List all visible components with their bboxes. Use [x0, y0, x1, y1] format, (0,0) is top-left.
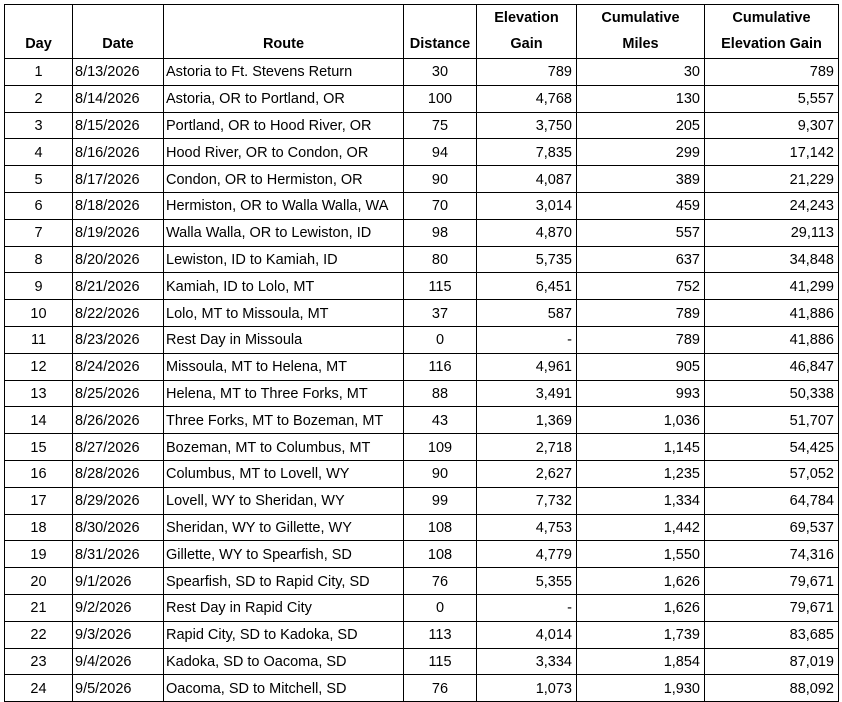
cell-elevation-gain[interactable]: 3,491	[477, 380, 577, 407]
cell-cumulative-miles[interactable]: 1,334	[577, 487, 705, 514]
cell-route[interactable]: Hermiston, OR to Walla Walla, WA	[164, 192, 404, 219]
cell-cumulative-elevation-gain[interactable]: 29,113	[705, 219, 839, 246]
cell-elevation-gain[interactable]: 7,732	[477, 487, 577, 514]
cell-date[interactable]: 8/19/2026	[73, 219, 164, 246]
cell-route[interactable]: Helena, MT to Three Forks, MT	[164, 380, 404, 407]
cell-date[interactable]: 9/2/2026	[73, 594, 164, 621]
cell-route[interactable]: Missoula, MT to Helena, MT	[164, 353, 404, 380]
cell-day[interactable]: 22	[5, 621, 73, 648]
cell-day[interactable]: 7	[5, 219, 73, 246]
cell-date[interactable]: 8/25/2026	[73, 380, 164, 407]
cell-elevation-gain[interactable]: 4,087	[477, 166, 577, 193]
cell-date[interactable]: 8/21/2026	[73, 273, 164, 300]
table-row	[5, 166, 839, 193]
cell-distance[interactable]: 99	[404, 487, 477, 514]
cell-cumulative-elevation-gain[interactable]: 88,092	[705, 675, 839, 702]
cell-cumulative-elevation-gain[interactable]: 17,142	[705, 139, 839, 166]
cell-elevation-gain[interactable]: 3,750	[477, 112, 577, 139]
header-row	[5, 5, 839, 59]
cell-cumulative-miles[interactable]: 1,739	[577, 621, 705, 648]
cell-cumulative-miles[interactable]: 459	[577, 192, 705, 219]
cell-day[interactable]: 5	[5, 166, 73, 193]
cell-distance[interactable]: 43	[404, 407, 477, 434]
cell-route[interactable]: Lovell, WY to Sheridan, WY	[164, 487, 404, 514]
cell-day[interactable]: 21	[5, 594, 73, 621]
cell-day[interactable]: 20	[5, 568, 73, 595]
cell-elevation-gain[interactable]: 5,735	[477, 246, 577, 273]
cell-distance[interactable]: 98	[404, 219, 477, 246]
cell-route[interactable]: Rest Day in Rapid City	[164, 594, 404, 621]
cell-cumulative-elevation-gain[interactable]: 5,557	[705, 85, 839, 112]
cell-cumulative-elevation-gain[interactable]: 789	[705, 59, 839, 86]
cell-distance[interactable]: 116	[404, 353, 477, 380]
table-row	[5, 514, 839, 541]
cell-cumulative-elevation-gain[interactable]: 74,316	[705, 541, 839, 568]
header-cumulative-miles-line2: Miles	[622, 36, 659, 52]
cell-cumulative-elevation-gain[interactable]: 87,019	[705, 648, 839, 675]
cell-cumulative-elevation-gain[interactable]: 79,671	[705, 594, 839, 621]
cell-day[interactable]: 16	[5, 460, 73, 487]
cell-distance[interactable]: 100	[404, 85, 477, 112]
cell-date[interactable]: 8/16/2026	[73, 139, 164, 166]
cell-route[interactable]: Kadoka, SD to Oacoma, SD	[164, 648, 404, 675]
cell-cumulative-elevation-gain[interactable]: 24,243	[705, 192, 839, 219]
cell-day[interactable]: 18	[5, 514, 73, 541]
cell-cumulative-elevation-gain[interactable]: 51,707	[705, 407, 839, 434]
cell-cumulative-miles[interactable]: 205	[577, 112, 705, 139]
table-row	[5, 407, 839, 434]
cell-date[interactable]: 8/27/2026	[73, 434, 164, 461]
cell-distance[interactable]: 80	[404, 246, 477, 273]
cell-day[interactable]: 12	[5, 353, 73, 380]
header-cumulative-elevation-line2: Elevation Gain	[721, 36, 822, 52]
cell-date[interactable]: 8/22/2026	[73, 300, 164, 327]
cell-cumulative-elevation-gain[interactable]: 83,685	[705, 621, 839, 648]
cell-route[interactable]: Astoria to Ft. Stevens Return	[164, 59, 404, 86]
cell-cumulative-miles[interactable]: 1,626	[577, 568, 705, 595]
cell-cumulative-elevation-gain[interactable]: 46,847	[705, 353, 839, 380]
cell-day[interactable]: 8	[5, 246, 73, 273]
cell-date[interactable]: 9/3/2026	[73, 621, 164, 648]
cell-distance[interactable]: 37	[404, 300, 477, 327]
header-elevation-gain-line2: Gain	[510, 36, 543, 52]
cell-elevation-gain[interactable]: 3,334	[477, 648, 577, 675]
cell-day[interactable]: 15	[5, 434, 73, 461]
cell-route[interactable]: Gillette, WY to Spearfish, SD	[164, 541, 404, 568]
cell-cumulative-miles[interactable]: 389	[577, 166, 705, 193]
cell-cumulative-miles[interactable]: 637	[577, 246, 705, 273]
table-row	[5, 192, 839, 219]
cell-day[interactable]: 19	[5, 541, 73, 568]
table-row	[5, 219, 839, 246]
header-cumulative-miles-line1: Cumulative	[601, 10, 680, 26]
cell-cumulative-miles[interactable]: 1,930	[577, 675, 705, 702]
cell-route[interactable]: Astoria, OR to Portland, OR	[164, 85, 404, 112]
cell-cumulative-elevation-gain[interactable]: 54,425	[705, 434, 839, 461]
cell-day[interactable]: 11	[5, 326, 73, 353]
table-row	[5, 326, 839, 353]
table-row	[5, 541, 839, 568]
header-cumulative-miles[interactable]	[577, 5, 705, 59]
table-row	[5, 648, 839, 675]
cell-cumulative-miles[interactable]: 299	[577, 139, 705, 166]
cell-elevation-gain[interactable]: -	[477, 326, 577, 353]
cell-date[interactable]: 8/15/2026	[73, 112, 164, 139]
table-row	[5, 487, 839, 514]
cell-distance[interactable]: 94	[404, 139, 477, 166]
table-body	[5, 59, 839, 702]
cell-date[interactable]: 8/30/2026	[73, 514, 164, 541]
cell-route[interactable]: Rest Day in Missoula	[164, 326, 404, 353]
cell-date[interactable]: 8/29/2026	[73, 487, 164, 514]
cell-date[interactable]: 8/14/2026	[73, 85, 164, 112]
table-row	[5, 380, 839, 407]
cell-elevation-gain[interactable]: 789	[477, 59, 577, 86]
table-row	[5, 594, 839, 621]
cell-date[interactable]: 8/31/2026	[73, 541, 164, 568]
table-row	[5, 434, 839, 461]
table-row	[5, 85, 839, 112]
cell-day[interactable]: 10	[5, 300, 73, 327]
cell-route[interactable]: Columbus, MT to Lovell, WY	[164, 460, 404, 487]
header-elevation-gain[interactable]	[477, 5, 577, 59]
cell-distance[interactable]: 115	[404, 273, 477, 300]
cell-cumulative-miles[interactable]: 1,235	[577, 460, 705, 487]
table-row	[5, 621, 839, 648]
cell-cumulative-elevation-gain[interactable]: 34,848	[705, 246, 839, 273]
table-row	[5, 568, 839, 595]
cell-day[interactable]: 24	[5, 675, 73, 702]
cell-elevation-gain[interactable]: 4,870	[477, 219, 577, 246]
cell-elevation-gain[interactable]: 2,627	[477, 460, 577, 487]
cell-cumulative-miles[interactable]: 30	[577, 59, 705, 86]
cell-elevation-gain[interactable]: 3,014	[477, 192, 577, 219]
table-row	[5, 112, 839, 139]
cell-distance[interactable]: 90	[404, 460, 477, 487]
cell-day[interactable]: 17	[5, 487, 73, 514]
cell-cumulative-miles[interactable]: 905	[577, 353, 705, 380]
cell-cumulative-elevation-gain[interactable]: 50,338	[705, 380, 839, 407]
cell-day[interactable]: 9	[5, 273, 73, 300]
cell-route[interactable]: Rapid City, SD to Kadoka, SD	[164, 621, 404, 648]
cell-date[interactable]: 9/1/2026	[73, 568, 164, 595]
cell-date[interactable]: 9/4/2026	[73, 648, 164, 675]
cell-elevation-gain[interactable]: 7,835	[477, 139, 577, 166]
cell-route[interactable]: Bozeman, MT to Columbus, MT	[164, 434, 404, 461]
cell-date[interactable]: 8/18/2026	[73, 192, 164, 219]
cell-elevation-gain[interactable]: 1,369	[477, 407, 577, 434]
table-row	[5, 353, 839, 380]
cell-elevation-gain[interactable]: 4,753	[477, 514, 577, 541]
cell-distance[interactable]: 108	[404, 514, 477, 541]
header-day[interactable]: Day	[5, 5, 73, 59]
cell-distance[interactable]: 76	[404, 568, 477, 595]
cell-distance[interactable]: 108	[404, 541, 477, 568]
cell-route[interactable]: Kamiah, ID to Lolo, MT	[164, 273, 404, 300]
cell-distance[interactable]: 0	[404, 594, 477, 621]
cell-cumulative-miles[interactable]: 1,442	[577, 514, 705, 541]
cell-cumulative-elevation-gain[interactable]: 21,229	[705, 166, 839, 193]
cell-elevation-gain[interactable]: 4,779	[477, 541, 577, 568]
cell-distance[interactable]: 76	[404, 675, 477, 702]
cell-elevation-gain[interactable]: 6,451	[477, 273, 577, 300]
cell-cumulative-miles[interactable]: 1,036	[577, 407, 705, 434]
cell-distance[interactable]: 70	[404, 192, 477, 219]
cell-elevation-gain[interactable]: 4,768	[477, 85, 577, 112]
cell-elevation-gain[interactable]: 5,355	[477, 568, 577, 595]
itinerary-table	[4, 4, 839, 702]
cell-distance[interactable]: 75	[404, 112, 477, 139]
cell-distance[interactable]: 90	[404, 166, 477, 193]
cell-elevation-gain[interactable]: 4,961	[477, 353, 577, 380]
cell-distance[interactable]: 88	[404, 380, 477, 407]
table-row	[5, 139, 839, 166]
cell-date[interactable]: 8/26/2026	[73, 407, 164, 434]
cell-day[interactable]: 23	[5, 648, 73, 675]
cell-cumulative-miles[interactable]: 1,550	[577, 541, 705, 568]
cell-cumulative-miles[interactable]: 130	[577, 85, 705, 112]
cell-cumulative-miles[interactable]: 1,854	[577, 648, 705, 675]
cell-distance[interactable]: 113	[404, 621, 477, 648]
cell-route[interactable]: Three Forks, MT to Bozeman, MT	[164, 407, 404, 434]
cell-elevation-gain[interactable]: 2,718	[477, 434, 577, 461]
cell-route[interactable]: Condon, OR to Hermiston, OR	[164, 166, 404, 193]
cell-distance[interactable]: 115	[404, 648, 477, 675]
cell-date[interactable]: 8/23/2026	[73, 326, 164, 353]
cell-day[interactable]: 4	[5, 139, 73, 166]
cell-route[interactable]: Walla Walla, OR to Lewiston, ID	[164, 219, 404, 246]
cell-distance[interactable]: 30	[404, 59, 477, 86]
cell-cumulative-elevation-gain[interactable]: 41,886	[705, 300, 839, 327]
cell-date[interactable]: 8/28/2026	[73, 460, 164, 487]
cell-date[interactable]: 8/17/2026	[73, 166, 164, 193]
cell-route[interactable]: Lewiston, ID to Kamiah, ID	[164, 246, 404, 273]
cell-cumulative-miles[interactable]: 557	[577, 219, 705, 246]
cell-distance[interactable]: 0	[404, 326, 477, 353]
header-cumulative-elevation-line1: Cumulative	[732, 10, 811, 26]
table-row	[5, 273, 839, 300]
cell-route[interactable]: Spearfish, SD to Rapid City, SD	[164, 568, 404, 595]
cell-day[interactable]: 2	[5, 85, 73, 112]
header-elevation-gain-line1: Elevation	[494, 10, 559, 26]
cell-elevation-gain[interactable]: 4,014	[477, 621, 577, 648]
cell-elevation-gain[interactable]: 1,073	[477, 675, 577, 702]
header-route[interactable]: Route	[164, 5, 404, 59]
table-row	[5, 460, 839, 487]
cell-cumulative-elevation-gain[interactable]: 57,052	[705, 460, 839, 487]
cell-date[interactable]: 8/24/2026	[73, 353, 164, 380]
cell-date[interactable]: 8/20/2026	[73, 246, 164, 273]
cell-cumulative-elevation-gain[interactable]: 79,671	[705, 568, 839, 595]
cell-cumulative-elevation-gain[interactable]: 64,784	[705, 487, 839, 514]
table-row	[5, 246, 839, 273]
cell-route[interactable]: Sheridan, WY to Gillette, WY	[164, 514, 404, 541]
cell-route[interactable]: Hood River, OR to Condon, OR	[164, 139, 404, 166]
header-distance[interactable]: Distance	[404, 5, 477, 59]
cell-date[interactable]: 9/5/2026	[73, 675, 164, 702]
cell-cumulative-elevation-gain[interactable]: 41,886	[705, 326, 839, 353]
cell-day[interactable]: 6	[5, 192, 73, 219]
cell-cumulative-miles[interactable]: 789	[577, 326, 705, 353]
cell-cumulative-elevation-gain[interactable]: 69,537	[705, 514, 839, 541]
cell-cumulative-miles[interactable]: 1,626	[577, 594, 705, 621]
cell-cumulative-miles[interactable]: 1,145	[577, 434, 705, 461]
cell-cumulative-elevation-gain[interactable]: 41,299	[705, 273, 839, 300]
cell-route[interactable]: Oacoma, SD to Mitchell, SD	[164, 675, 404, 702]
cell-cumulative-miles[interactable]: 789	[577, 300, 705, 327]
cell-elevation-gain[interactable]: -	[477, 594, 577, 621]
header-cumulative-elevation-gain[interactable]	[705, 5, 839, 59]
cell-day[interactable]: 1	[5, 59, 73, 86]
cell-cumulative-miles[interactable]: 752	[577, 273, 705, 300]
cell-cumulative-miles[interactable]: 993	[577, 380, 705, 407]
cell-date[interactable]: 8/13/2026	[73, 59, 164, 86]
cell-day[interactable]: 14	[5, 407, 73, 434]
table-row	[5, 59, 839, 86]
cell-distance[interactable]: 109	[404, 434, 477, 461]
cell-day[interactable]: 3	[5, 112, 73, 139]
table-row	[5, 300, 839, 327]
header-date[interactable]: Date	[73, 5, 164, 59]
cell-elevation-gain[interactable]: 587	[477, 300, 577, 327]
cell-route[interactable]: Lolo, MT to Missoula, MT	[164, 300, 404, 327]
cell-day[interactable]: 13	[5, 380, 73, 407]
cell-route[interactable]: Portland, OR to Hood River, OR	[164, 112, 404, 139]
cell-cumulative-elevation-gain[interactable]: 9,307	[705, 112, 839, 139]
